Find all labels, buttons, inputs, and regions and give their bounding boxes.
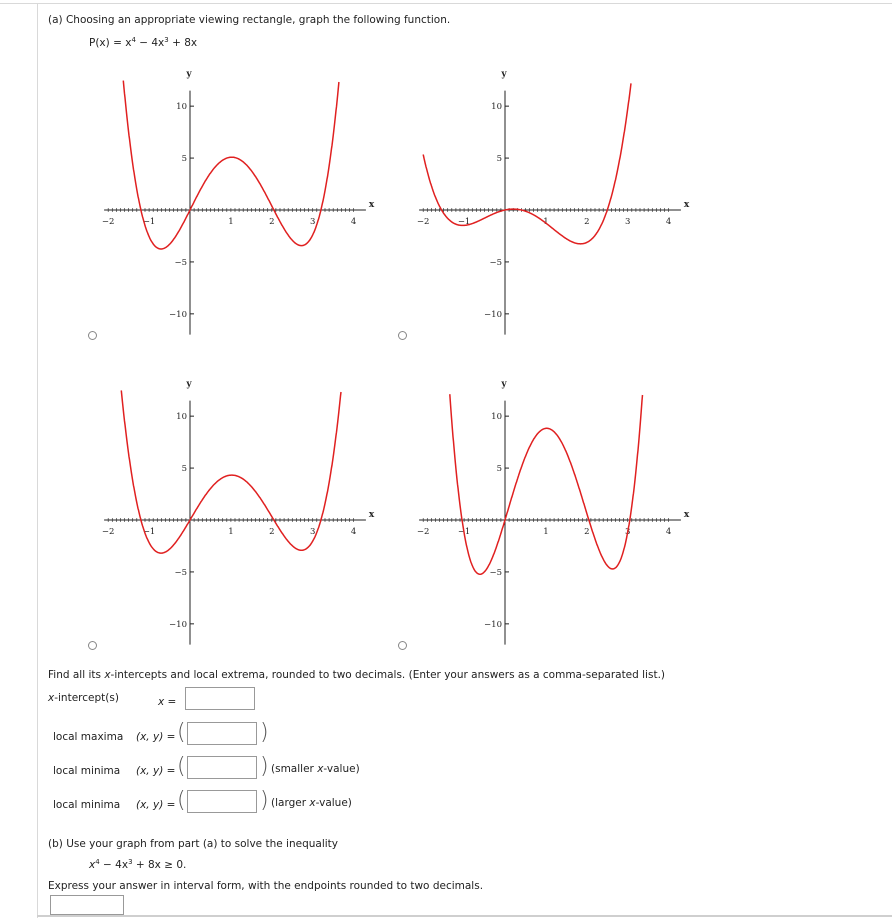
x-tick-label: −2 — [101, 527, 115, 537]
x-tick-label: −2 — [416, 527, 430, 537]
y-tick-label: 10 — [176, 102, 187, 113]
x-intercepts-label: x-intercept(s) — [48, 692, 119, 704]
open-paren: ( — [177, 720, 186, 745]
part-b-prompt: (b) Use your graph from part (a) to solve the inequality — [48, 838, 339, 850]
y-tick-label: 10 — [491, 412, 502, 423]
x-tick-label: 1 — [228, 217, 234, 227]
x-axis-label: x — [683, 200, 690, 210]
x-intercepts-input[interactable] — [185, 687, 255, 710]
xy-label-min1: (x, y) = — [136, 765, 176, 777]
left-divider — [37, 4, 38, 918]
x-tick-label: 4 — [665, 217, 672, 227]
function-curve — [423, 83, 631, 244]
radio-option-3[interactable] — [88, 641, 97, 650]
x-tick-label: 2 — [584, 527, 590, 537]
close-paren: ) — [260, 788, 269, 813]
graph-option-3 — [90, 370, 380, 660]
local-minima-1-label: local minima — [53, 765, 121, 777]
local-minima-2-label: local minima — [53, 799, 121, 811]
radio-option-1[interactable] — [88, 331, 97, 340]
y-axis-label: y — [186, 379, 192, 390]
x-tick-label: 2 — [269, 527, 275, 537]
x-axis-label: x — [368, 200, 375, 210]
y-tick-label: −10 — [169, 309, 187, 320]
y-axis-label: y — [186, 69, 192, 80]
x-tick-label: −1 — [457, 217, 471, 227]
x-tick-label: −2 — [101, 217, 115, 227]
x-tick-label: −1 — [142, 527, 156, 537]
smaller-x-note: (smaller x-value) — [271, 763, 360, 775]
y-tick-label: 5 — [181, 154, 187, 165]
x-tick-label: 4 — [350, 527, 357, 537]
y-tick-label: 10 — [176, 412, 187, 423]
x-tick-label: 1 — [543, 527, 549, 537]
y-axis-label: y — [501, 379, 507, 390]
x-tick-label: 3 — [310, 527, 316, 537]
x-tick-label: −2 — [416, 217, 430, 227]
open-paren: ( — [177, 754, 186, 779]
part-a-prompt: (a) Choosing an appropriate viewing rectangle, graph the following function. — [48, 14, 451, 26]
y-tick-label: 5 — [496, 154, 502, 165]
x-tick-label: 3 — [625, 217, 631, 227]
x-tick-label: 2 — [269, 217, 275, 227]
graph-option-4 — [405, 370, 695, 660]
y-tick-label: −5 — [489, 567, 502, 578]
local-maxima-input[interactable] — [187, 722, 257, 745]
find-prompt: Find all its x-intercepts and local extrema, rounded to two decimals. (Enter your answers as a comma-separated list.) — [48, 669, 666, 681]
radio-option-2[interactable] — [398, 331, 407, 340]
x-tick-label: 2 — [584, 217, 590, 227]
x-tick-label: −1 — [142, 217, 156, 227]
open-paren: ( — [177, 788, 186, 813]
local-maxima-label: local maxima — [53, 731, 124, 743]
x-tick-label: 3 — [625, 527, 631, 537]
y-tick-label: −10 — [169, 619, 187, 630]
y-tick-label: −5 — [489, 257, 502, 268]
x-axis-label: x — [683, 510, 690, 520]
larger-x-note: (larger x-value) — [271, 797, 352, 809]
x-tick-label: 4 — [350, 217, 357, 227]
x-tick-label: 4 — [665, 527, 672, 537]
x-axis-label: x — [368, 510, 375, 520]
x-tick-label: 1 — [228, 527, 234, 537]
close-paren: ) — [260, 720, 269, 745]
y-tick-label: −5 — [174, 257, 187, 268]
radio-option-4[interactable] — [398, 641, 407, 650]
close-paren: ) — [260, 754, 269, 779]
graph-option-2 — [405, 60, 695, 350]
y-tick-label: −10 — [484, 619, 502, 630]
y-tick-label: 5 — [181, 464, 187, 475]
xy-label-max: (x, y) = — [136, 731, 176, 743]
y-tick-label: −10 — [484, 309, 502, 320]
bottom-divider — [37, 915, 892, 917]
function-definition: $P(x) = x^4 - 4x^3 + 8x$ — [89, 36, 198, 49]
graph-option-1 — [90, 60, 380, 350]
part-b-instruction: Express your answer in interval form, with the endpoints rounded to two decimals. — [48, 880, 484, 892]
local-minima-1-input[interactable] — [187, 756, 257, 779]
y-tick-label: 5 — [496, 464, 502, 475]
inequality: $x^4 - 4x^3 + 8x \ge 0$. — [89, 858, 187, 871]
x-tick-label: 3 — [310, 217, 316, 227]
x-tick-label: −1 — [457, 527, 471, 537]
function-curve — [450, 394, 643, 574]
top-divider — [0, 3, 892, 4]
y-axis-label: y — [501, 69, 507, 80]
interval-answer-input[interactable] — [50, 895, 124, 915]
xy-label-min2: (x, y) = — [136, 799, 176, 811]
y-tick-label: −5 — [174, 567, 187, 578]
y-tick-label: 10 — [491, 102, 502, 113]
x-equals-label: x = — [158, 696, 177, 708]
local-minima-2-input[interactable] — [187, 790, 257, 813]
x-tick-label: 1 — [543, 217, 549, 227]
